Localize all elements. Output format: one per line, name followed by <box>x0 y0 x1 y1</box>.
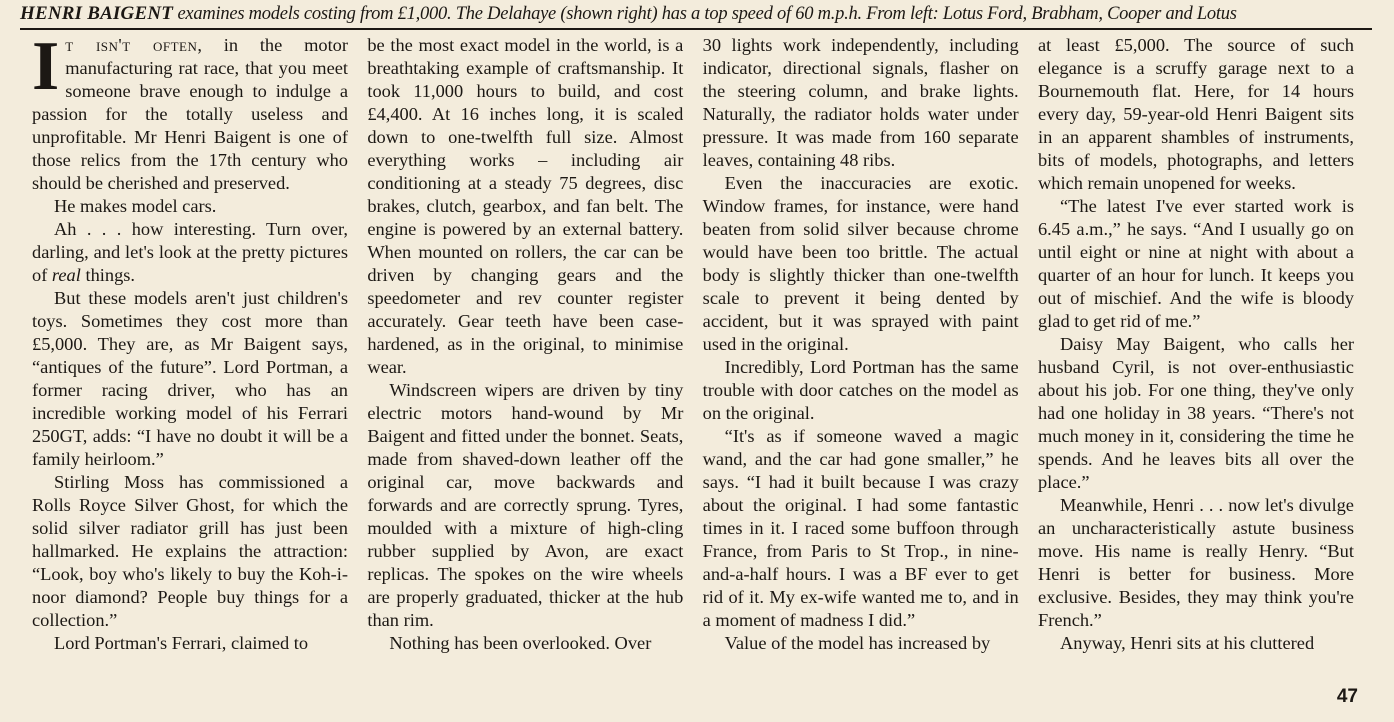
article-column-2 <box>367 34 683 655</box>
article-column-3 <box>703 34 1019 655</box>
paragraph-text: things. <box>80 265 136 285</box>
paragraph-text: Ah . . . how interesting. Turn over, darling, and let's look at the pretty pictures of <box>32 219 348 285</box>
paragraph: Stirling Moss has commissioned a Rolls Royce Silver Ghost, for which the solid silver radiator grill has just been hallmarked. He explains the attraction: “Look, boy who's likely to buy the Koh-i-noor diamond? People buy things for a collection.” <box>32 472 348 630</box>
article-column-4 <box>1038 34 1354 655</box>
caption-text: examines models costing from £1,000. The Delahaye (shown right) has a top speed of 60 m.p.h. From left: Lotus Ford, Brabham, Cooper and Lotus <box>173 4 1237 24</box>
article-body <box>32 28 1354 655</box>
paragraph: Daisy May Baigent, who calls her husband Cyril, is not over-enthusiastic about his job. For one thing, they've only had one holiday in 38 years. “There's not much money in it, considering the time he spends. And he leaves bits all over the place.” <box>1037 334 1354 492</box>
paragraph: Windscreen wipers are driven by tiny electric motors hand-wound by Mr Baigent and fitted under the bonnet. Seats, made from shaved-down leather off the original car, move backwards and forwards and are correctly sprung. Tyres, moulded with a mixture of high-cling rubber supplied by Avon, are exact replicas. The spokes on the wire wheels are properly graduated, thicker at the hub than rim. <box>367 380 684 630</box>
paragraph: But these models aren't just children's toys. Sometimes they cost more than £5,000. They are, as Mr Baigent says, “antiques of the future”. Lord Portman, a former racing driver, who has an incredible working model of his Ferrari 250GT, adds: “I have no doubt it will be a family heirloom.” <box>32 288 348 469</box>
caption-rule <box>20 28 1372 30</box>
paragraph: “It's as if someone waved a magic wand, and the car had gone smaller,” he says. “I had it built because I was crazy about the original. I had some fantastic times in it. I raced some buffoon through France, from Paris to St Trop., in nine-and-a-half hours. I was a BF ever to get rid of it. My ex-wife wanted me to, and in a moment of madness I did.” <box>702 426 1019 630</box>
paragraph: He makes model cars. <box>54 196 217 216</box>
paragraph: Nothing has been overlooked. Over <box>389 633 652 653</box>
caption-name: HENRI BAIGENT <box>20 3 174 24</box>
paragraph: at least £5,000. The source of such elegance is a scruffy garage next to a Bournemouth flat. Here, for 14 hours every day, 59-year-old Henri Baigent sits in an apparent shambles of instruments, bits of models, photographs, and letters which remain unopened for weeks. <box>1037 35 1354 193</box>
page-number: 47 <box>1336 686 1358 707</box>
paragraph <box>32 218 348 287</box>
emphasis: real <box>51 265 81 285</box>
paragraph: Even the inaccuracies are exotic. Window frames, for instance, were hand beaten from solid silver because chrome would have been too brittle. The actual body is slightly thicker than one-twelfth scale to prevent it being dented by accident, but it was sprayed with paint used in the original. <box>702 173 1019 354</box>
paragraph: be the most exact model in the world, is a breathtaking example of craftsmanship. It took 11,000 hours to build, and cost £4,400. At 16 inches long, it is scaled down to one-twelfth full size. Almost everything works – including air conditioning at a steady 75 degrees, disc brakes, clutch, gearbox, and fan belt. The engine is powered by an external battery. When mounted on rollers, the car can be driven by changing gears and the speedometer and rev counter register accurately. Gear teeth have been case-hardened, as in the original, to minimise wear. <box>367 35 684 377</box>
paragraph: 30 lights work independently, including indicator, directional signals, flasher on the steering column, and brake lights. Naturally, the radiator holds water under pressure. It was made from 160 separate leaves, containing 48 ribs. <box>702 35 1019 170</box>
paragraph <box>32 28 349 195</box>
lead-in: t isn't often <box>65 35 198 55</box>
photo-caption <box>20 3 1372 25</box>
paragraph-text: , in the motor manufacturing rat race, that you meet someone brave enough to indulge a passion for the totally useless and unprofitable. Mr Henri Baigent is one of those relics from the 17th century who should be cherished and preserved. <box>32 35 349 193</box>
paragraph: Lord Portman's Ferrari, claimed to <box>54 633 309 653</box>
drop-cap: I <box>32 28 60 105</box>
paragraph: Value of the model has increased by <box>724 633 991 653</box>
paragraph: Meanwhile, Henri . . . now let's divulge an uncharacteristically astute business move. His name is really Henry. “But Henri is better for business. More exclusive. Besides, they may think you're French.” <box>1037 495 1354 630</box>
paragraph: “The latest I've ever started work is 6.45 a.m.,” he says. “And I usually go on until eight or nine at night with about a quarter of an hour for lunch. It keeps you out of mischief. And the wife is bloody glad to get rid of me.” <box>1037 196 1354 331</box>
paragraph: Incredibly, Lord Portman has the same trouble with door catches on the model as on the original. <box>702 357 1019 423</box>
article-column-1 <box>32 28 349 655</box>
paragraph: Anyway, Henri sits at his cluttered <box>1059 633 1315 653</box>
